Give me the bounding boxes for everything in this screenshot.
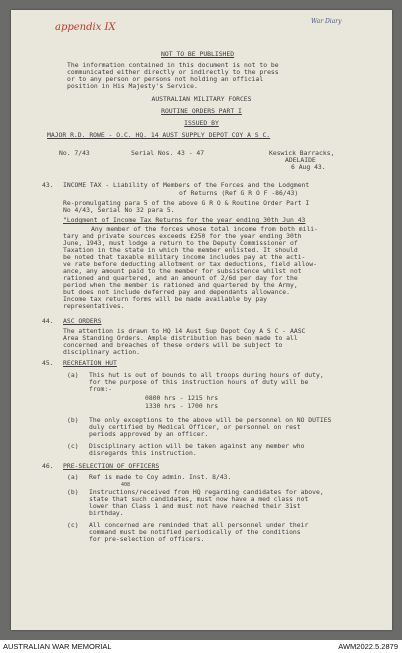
item-43-ref-line-1: Re-promulgating para 5 of the above G R O & Routine Order Part I [63,199,310,207]
document-page [11,10,392,630]
item-46-b-label: (b) [67,488,79,496]
item-45-c-2: disregards this instruction. [89,449,197,457]
notice-line-4: position in His Majesty's Service. [67,82,198,90]
item-44-body-4: disciplinary action. [63,348,140,356]
item-45-b-3: periods approved by an officer. [89,430,209,438]
item-43-body-3: June, 1943, must lodge a return to the Deputy Commissioner of [63,239,298,247]
notice-line-1: The information contained in this document is not to be [67,61,279,69]
item-46-b-1: Instructions/received from HQ regarding candidates for above, [89,488,324,496]
place: Keswick Barracks, [269,149,335,157]
item-43-subheading: "Lodgment of Income Tax Returns for the year ending 30th Jun 43 [63,216,306,224]
orders-title: ROUTINE ORDERS PART I [161,107,242,115]
item-46-c-1: All concerned are reminded that all personnel under their [89,521,309,529]
item-46-c-3: for pre-selection of officers. [89,535,205,543]
issuing-officer: MAJOR R.D. ROWE - O.C. HQ. 14 AUST SUPPLY DEPOT COY A S C. [47,131,271,139]
item-45-a-2: for the purpose of this instruction hours of duty will be [89,378,309,386]
item-46-b-2: state that such candidates, must now have a med class not [89,495,309,503]
item-46-a-label: (a) [67,473,79,481]
item-45-a-1: This hut is out of bounds to all troops during hours of duty, [89,371,324,379]
item-43-body-2: tary and private sources exceeds £250 for the year ending 30th [63,232,302,240]
order-number: No. 7/43 [59,149,90,157]
item-43-body-8: rationed and quartered, and an amount of 2/6d per day for the [63,274,298,282]
item-44-number: 44. [42,317,54,325]
item-43-body-12: representatives. [63,302,125,310]
item-43-body-4: Taxation in the state in which the member enlisted. It should [63,246,298,254]
item-43-ref-line-2: No 4/43, Serial No 32 para 5. [63,206,175,214]
item-45-c-1: Disciplinary action will be taken against any member who [89,442,305,450]
item-43-body-11: Income tax return forms will be made available by pay [63,295,267,303]
item-46-c-label: (c) [67,521,79,529]
item-45-c-label: (c) [67,442,79,450]
pencil-annotation: War Diary [311,18,342,25]
item-45-title: RECREATION HUT [63,359,117,367]
notice-line-3: or to any person or persons not holding an official [67,75,264,83]
archive-reference: AWM2022.5.2879 [338,642,398,651]
item-43-title: INCOME TAX - Liability of Members of the Forces and the Lodgment [63,181,310,189]
notice-line-2: communicated either directly or indirectly to the press [67,68,279,76]
order-date: 6 Aug 43. [291,163,326,171]
item-45-time-2: 1330 hrs - 1700 hrs [145,402,219,410]
issued-by: ISSUED BY [184,119,219,127]
item-44-body-2: Area Standing Orders. Ample distribution has been made to all [63,334,298,342]
handwritten-annotation: appendix IX [55,22,116,33]
item-43-body-10: but does not include deferred pay and dependants allowance. [63,288,291,296]
archive-footer [0,640,402,653]
item-46-b-3: lower than Class 1 and must not have reached their 31st [89,502,301,510]
item-45-time-1: 0800 hrs - 1215 hrs [145,394,219,402]
item-45-b-2: duly certified by Medical Officer, or personnel on rest [89,423,301,431]
item-46-number: 46. [42,462,54,470]
item-43-body-6: ve rate before deducting allotment or tax deductions, field allow- [63,260,317,268]
item-43-number: 43. [42,181,54,189]
item-46-title: PRE-SELECTION OF OFFICERS [63,462,160,470]
item-43-body-7: ance, any amount paid to the member for subsistence whilst not [63,267,302,275]
item-44-body-1: The attention is drawn to HQ 14 Aust Sup Depot Coy A S C - AASC [63,327,306,335]
item-45-number: 45. [42,359,54,367]
serial-numbers: Serial Nos. 43 - 47 [131,149,205,157]
restriction-heading: NOT TO BE PUBLISHED [161,50,235,58]
archive-name: AUSTRALIAN WAR MEMORIAL [3,642,112,651]
place-city: ADELAIDE [285,156,316,164]
item-43-body-5: be noted that taxable military income includes pay at the acti- [63,253,306,261]
item-46-a-1: Ref is made to Coy admin. Inst. 8/43. [89,473,232,481]
item-46-b-4: birthday. [89,509,124,517]
item-45-b-1: The only exceptions to the above will be personnel on NO DUTIES [89,416,332,424]
item-43-title-cont: of Returns (Ref G R O F -86/43) [179,189,299,197]
item-43-body-1: Any member of the forces whose total income from both mili- [91,225,319,233]
item-44-body-3: concerned and breaches of these orders will be subject to [63,341,283,349]
force-title: AUSTRALIAN MILITARY FORCES [151,95,252,103]
item-43-body-9: period when the member is rationed and quartered by the Army, [63,281,298,289]
item-46-b-insertion: 408 [121,482,131,488]
item-44-title: ASC ORDERS [63,317,102,325]
item-46-c-2: command must be notified periodically of the conditions [89,528,301,536]
item-45-a-label: (a) [67,371,79,379]
item-45-b-label: (b) [67,416,79,424]
item-45-a-3: from:- [89,385,113,393]
